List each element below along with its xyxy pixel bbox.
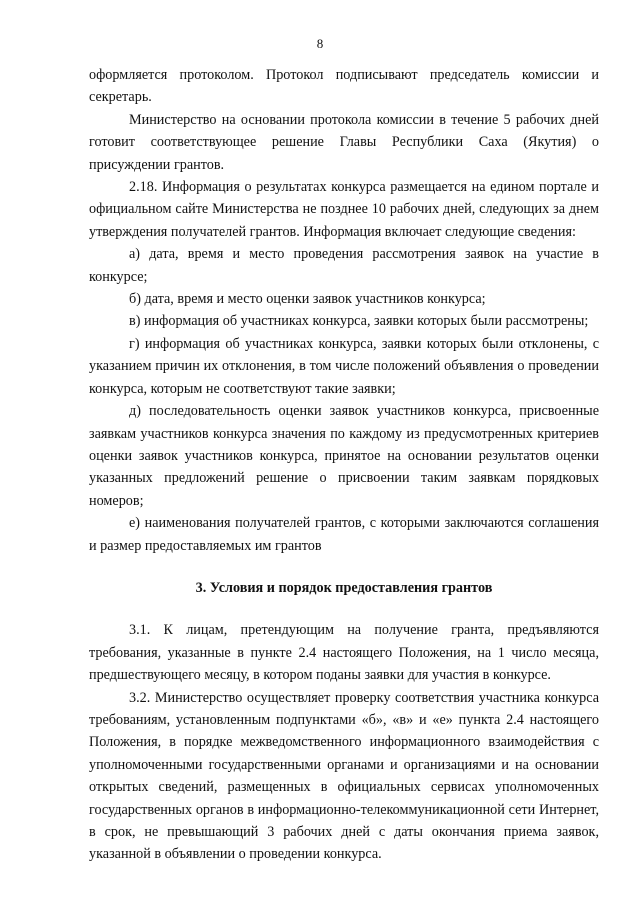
list-item-g: г) информация об участниках конкурса, заявки которых были отклонены, с указанием причин их отклонения, в том числе положений объявления о проведении конкурса, которым не соответствуют такие заявки; (89, 335, 599, 397)
list-item-e: е) наименования получателей грантов, с которыми заключаются соглашения и размер предоставляемых им грантов (89, 515, 599, 554)
paragraph-continuation: оформляется протоколом. Протокол подписывают председатель комиссии и секретарь. (89, 67, 599, 106)
paragraph-ministry-decision: Министерство на основании протокола комиссии в течение 5 рабочих дней готовит соответствующее решение Главы Республики Саха (Якутия) о присуждении грантов. (89, 111, 599, 173)
list-item-d: д) последовательность оценки заявок участников конкурса, присвоенные заявкам участников конкурса значения по каждому из предусмотренных критериев оценки заявок участников конкурса, принятое на основании результатов оценки указанных предложений решение о присвоении таким заявкам порядковых номеров; (89, 403, 599, 509)
list-item-v: в) информация об участниках конкурса, заявки которых были рассмотрены; (129, 313, 589, 330)
paragraph-2-18: 2.18. Информация о результатах конкурса размещается на едином портале и официальном сайте Министерства не позднее 10 рабочих дней, следующих за днем утверждения получателей грантов. Информация включает следующие сведения: (89, 179, 599, 240)
page-number: 8 (316, 36, 324, 51)
list-item-a: а) дата, время и место проведения рассмотрения заявок на участие в конкурсе; (89, 246, 599, 285)
paragraph-3-2: 3.2. Министерство осуществляет проверку соответствия участника конкурса требованиям, установленным подпунктами «б», «в» и «е» пункта 2.4 настоящего Положения, в порядке межведомственного информационного взаимодействия с уполномоченными государственными органами и организациями и на основании открытых сведений, размещенных в официальных сервисах уполномоченных государственных органов в информационно-телекоммуникационной сети Интернет, в срок, не превышающий 3 рабочих дней с даты окончания приема заявок, указанной в объявлении о проведении конкурса. (89, 689, 599, 863)
list-item-b: б) дата, время и место оценки заявок участников конкурса; (129, 291, 486, 308)
section-heading: 3. Условия и порядок предоставления грантов (195, 579, 493, 596)
document-body (89, 64, 599, 866)
paragraph-3-1: 3.1. К лицам, претендующим на получение гранта, предъявляются требования, указанные в пункте 2.4 настоящего Положения, на 1 число месяца, предшествующего месяцу, в котором поданы заявки для участия в конкурсе. (89, 622, 599, 684)
